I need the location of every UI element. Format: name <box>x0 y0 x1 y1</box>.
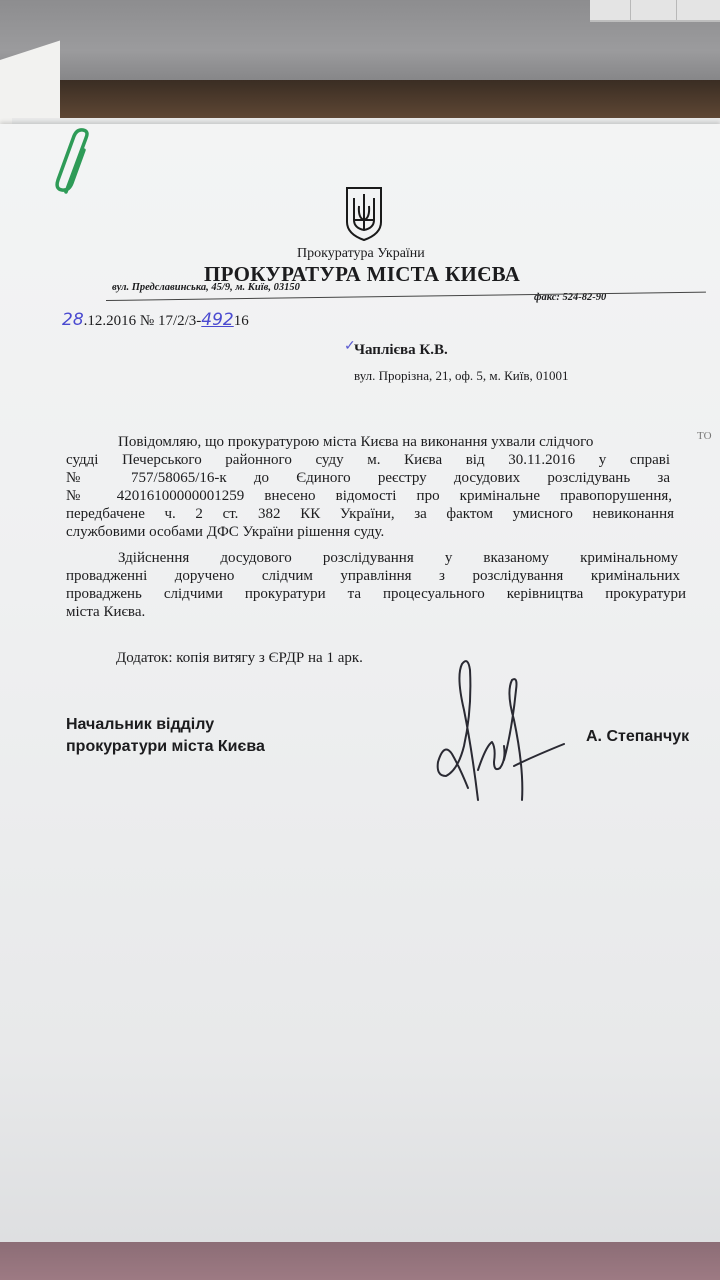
attachment-note: Додаток: копія витягу з ЄРДР на 1 арк. <box>116 650 363 666</box>
reference-suffix: 16 <box>233 313 249 329</box>
signer-name: А. Степанчук <box>586 728 690 745</box>
reference-date: .12.2016 № 17/2/3- <box>83 313 202 329</box>
body-line: службовими особами ДФС України рішення суду. <box>66 524 385 540</box>
body-line: проваджень слідчими прокуратури та процесуального керівництва прокуратури <box>66 586 686 602</box>
body-line: провадженні доручено слідчим управління з розслідування кримінальних <box>66 568 680 584</box>
body-line: № 757/58065/16-к до Єдиного реєстру досудових розслідувань за <box>66 470 670 486</box>
checkmark-icon: ✓ <box>344 339 356 354</box>
body-line: передбачене ч. 2 ст. 382 КК України, за фактом умисного невиконання <box>66 506 674 522</box>
recipient-address: вул. Прорізна, 21, оф. 5, м. Київ, 01001 <box>354 368 569 383</box>
organization-fax: факс: 524-82-90 <box>534 292 607 303</box>
trident-crest-icon <box>344 186 384 242</box>
body-line: № 42016100000001259 внесено відомості про кримінальне правопорушення, <box>66 488 672 504</box>
keyboard-keys <box>590 0 720 22</box>
recipient-name: Чаплієва К.В. <box>354 342 448 358</box>
body-line: судді Печерського районного суду м. Києва від 30.11.2016 у справі <box>66 452 670 468</box>
margin-mark: ТО <box>697 430 712 442</box>
handwritten-day: 28 <box>62 310 84 330</box>
keyboard-background <box>0 0 720 92</box>
paper-clip-icon <box>52 128 98 198</box>
handwritten-signature <box>430 650 570 810</box>
document-reference <box>62 310 249 330</box>
handwritten-number: 492 <box>201 310 234 330</box>
parent-organization: Прокуратура України <box>297 246 425 261</box>
signatory-organization: прокуратури міста Києва <box>66 738 265 755</box>
body-line: Повідомляю, що прокуратурою міста Києва на виконання ухвали слідчого <box>118 434 594 450</box>
fabric-background <box>0 1242 720 1280</box>
body-line: Здійснення досудового розслідування у вказаному кримінальному <box>118 550 678 566</box>
organization-address: вул. Предславинська, 45/9, м. Київ, 03150 <box>112 282 300 293</box>
body-line: міста Києва. <box>66 604 146 620</box>
organization-name: ПРОКУРАТУРА МІСТА КИЄВА <box>204 262 521 286</box>
signatory-title: Начальник відділу <box>66 716 215 733</box>
